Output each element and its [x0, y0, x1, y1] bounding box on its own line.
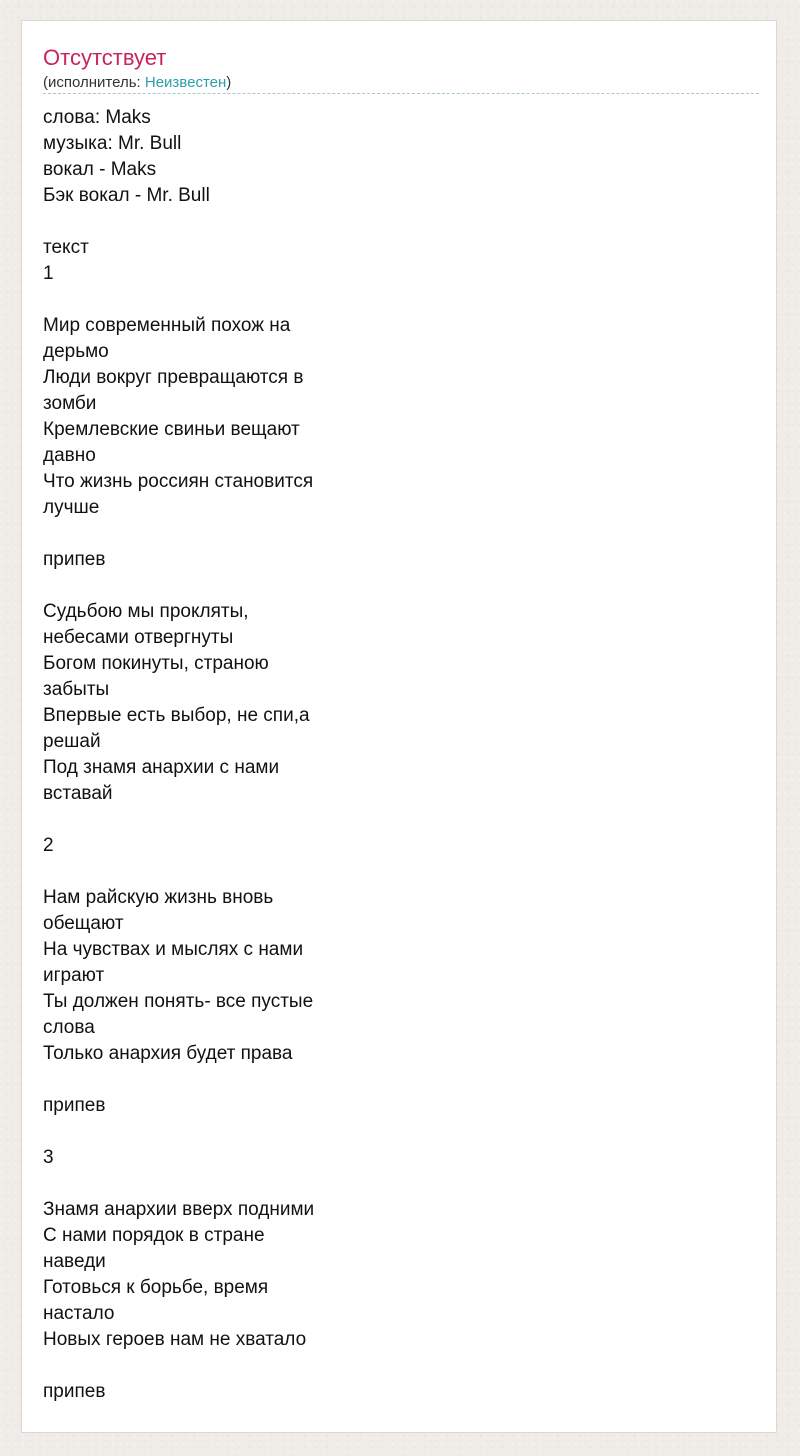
lyric-line: зомби	[43, 393, 97, 414]
lyric-line: слова	[43, 1017, 95, 1038]
lyric-line: давно	[43, 445, 96, 466]
lyric-line: настало	[43, 1303, 115, 1324]
lyric-line: Судьбою мы прокляты,	[43, 601, 249, 622]
lyric-line: Бэк вокал - Mr. Bull	[43, 185, 210, 206]
song-title: Отсутствует	[43, 45, 167, 70]
lyric-line: небесами отвергнуты	[43, 627, 234, 648]
artist-line	[43, 73, 231, 93]
lyric-line: Что жизнь россиян становится	[43, 471, 314, 492]
lyric-line: припев	[43, 549, 106, 570]
lyric-line: Люди вокруг превращаются в	[43, 367, 304, 388]
lyric-line: текст	[43, 237, 89, 258]
title-divider	[43, 93, 759, 94]
artist-suffix: )	[226, 74, 232, 91]
lyric-line	[43, 573, 343, 599]
lyric-line: забыты	[43, 679, 110, 700]
lyric-line: дерьмо	[43, 341, 109, 362]
lyric-line: Под знамя анархии с нами	[43, 757, 280, 778]
lyric-line: лучше	[43, 497, 100, 518]
lyric-line: Новых героев нам не хватало	[43, 1329, 307, 1350]
lyric-line: Только анархия будет права	[43, 1043, 293, 1064]
artist-link[interactable]: Неизвестен	[144, 74, 227, 91]
lyric-line: музыка: Mr. Bull	[43, 133, 182, 154]
lyric-line: 2	[43, 835, 54, 856]
lyric-line: Мир современный похож на	[43, 315, 291, 336]
lyric-line: вставай	[43, 783, 113, 804]
lyric-line	[43, 807, 343, 833]
lyric-line: играют	[43, 965, 105, 986]
lyric-line	[43, 1171, 343, 1197]
lyric-line	[43, 209, 343, 235]
lyric-line: 1	[43, 263, 54, 284]
lyric-line: На чувствах и мыслях с нами	[43, 939, 304, 960]
lyric-line: припев	[43, 1381, 106, 1402]
lyric-line	[43, 1067, 343, 1093]
lyric-line	[43, 1353, 343, 1379]
lyric-line	[43, 1119, 343, 1145]
lyric-line: 3	[43, 1147, 54, 1168]
lyric-line: Ты должен понять- все пустые	[43, 991, 314, 1012]
lyric-line: Кремлевские свиньи вещают	[43, 419, 300, 440]
lyric-line: решай	[43, 731, 101, 752]
lyrics-text	[43, 105, 343, 1405]
lyric-line: Готовься к борьбе, время	[43, 1277, 269, 1298]
lyrics-card	[21, 20, 777, 1433]
lyric-line: слова: Maks	[43, 107, 151, 128]
lyric-line: наведи	[43, 1251, 106, 1272]
lyric-line: Богом покинуты, страною	[43, 653, 269, 674]
artist-prefix: (исполнитель:	[43, 74, 145, 91]
lyric-line	[43, 287, 343, 313]
lyric-line	[43, 859, 343, 885]
lyric-line: С нами порядок в стране	[43, 1225, 265, 1246]
lyric-line: Нам райскую жизнь вновь	[43, 887, 274, 908]
lyric-line	[43, 521, 343, 547]
lyric-line: вокал - Maks	[43, 159, 157, 180]
lyric-line: Знамя анархии вверх подними	[43, 1199, 315, 1220]
lyric-line: Впервые есть выбор, не спи,а	[43, 705, 310, 726]
lyric-line: обещают	[43, 913, 124, 934]
lyric-line: припев	[43, 1095, 106, 1116]
